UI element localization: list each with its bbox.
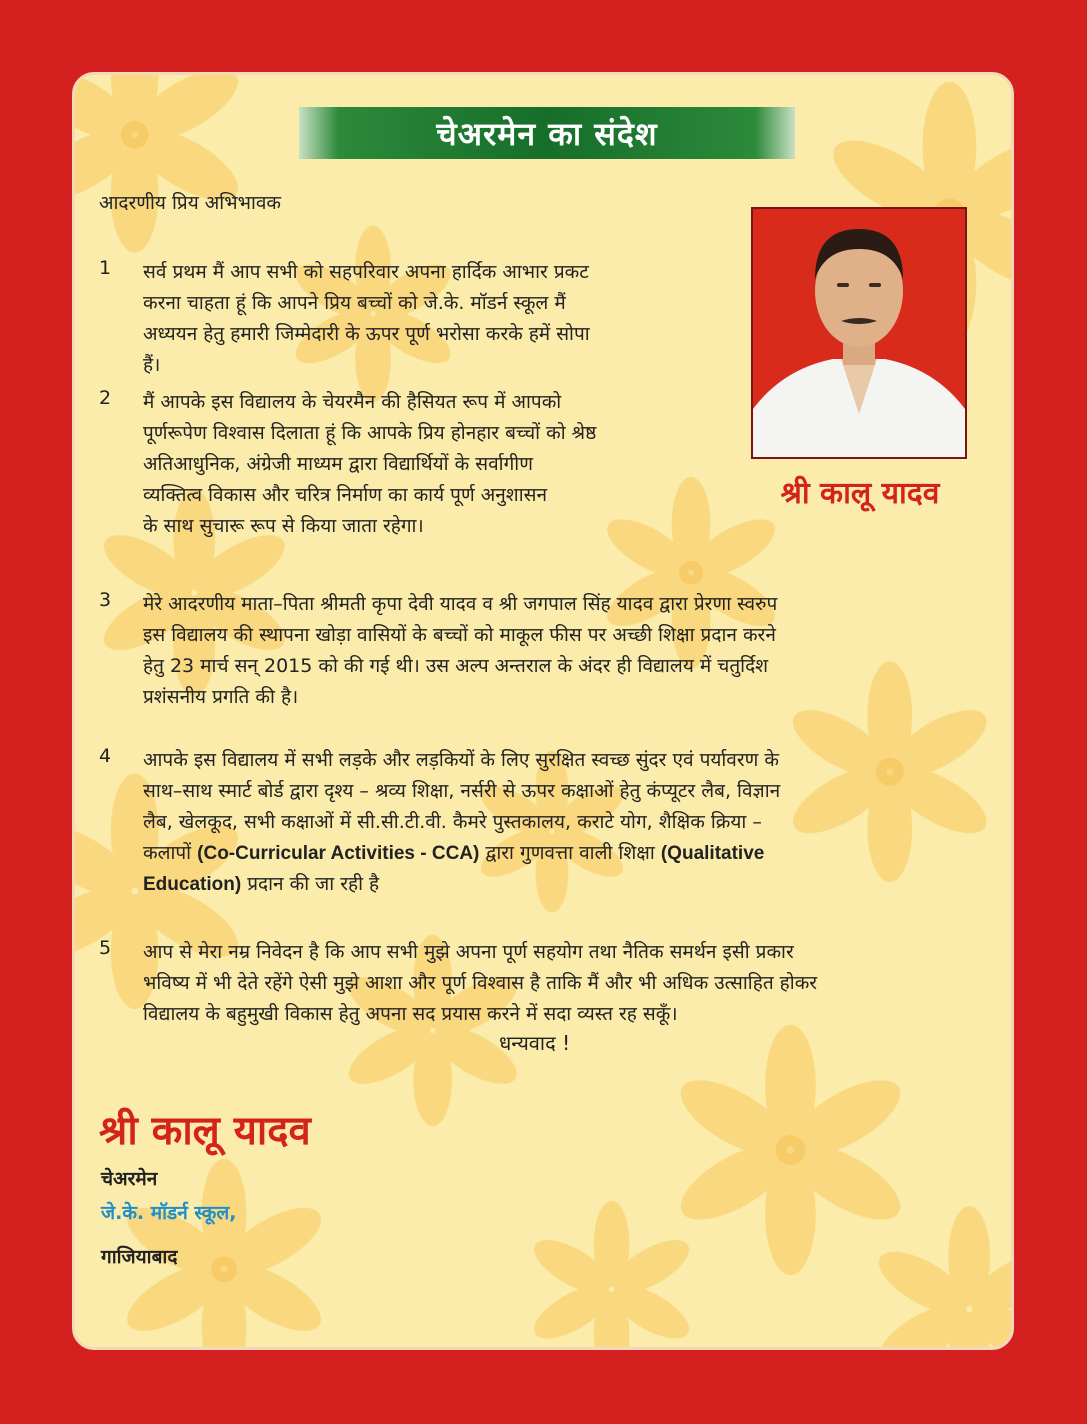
photo-caption: श्री कालू यादव (780, 476, 940, 511)
item-line: हैं। (143, 354, 161, 376)
item-line: इस विद्यालय की स्थापना खोड़ा वासियों के बच्चों को माकूल फीस पर अच्छी शिक्षा प्रदान करने (143, 624, 776, 646)
thanks-text: धन्यवाद ! (499, 1031, 571, 1055)
item-line: मेरे आदरणीय माता–पिता श्रीमती कृपा देवी यादव व श्री जगपाल सिंह यादव द्वारा प्रेरणा स्वरुप (143, 593, 778, 615)
item-number: 5 (99, 937, 112, 959)
item-line: लैब, खेलकूद, सभी कक्षाओं में सी.सी.टी.वी. कैमरे पुस्तकालय, कराटे योग, शैक्षिक क्रिया – (143, 811, 762, 833)
message-card (72, 72, 1014, 1350)
item-line: साथ–साथ स्मार्ट बोर्ड द्वारा दृश्य – श्रव्य शिक्षा, नर्सरी से ऊपर कक्षाओं हेतु कंप्यूटर लैब, विज्ञान (143, 780, 781, 802)
item-line: विद्यालय के बहुमुखी विकास हेतु अपना सद प्रयास करने में सदा व्यस्त रह सकूँ। (143, 1003, 678, 1025)
item-line: मैं आपके इस विद्यालय के चेयरमैन की हैसियत रूप में आपको (143, 391, 562, 413)
list-item (143, 937, 993, 1030)
item-text-english: (Qualitative (660, 843, 765, 864)
item-number: 4 (99, 745, 112, 767)
item-number: 2 (99, 387, 112, 409)
item-line: पूर्णरूपेण विश्वास दिलाता हूं कि आपके प्रिय होनहार बच्चों को श्रेष्ठ (143, 422, 597, 444)
list-item (143, 745, 993, 900)
signature-school: जे.के. मॉडर्न स्कूल, (101, 1202, 237, 1224)
item-line: हेतु 23 मार्च सन् 2015 को की गई थी। उस अल्प अन्तराल के अंदर ही विद्यालय में चतुर्दिश (143, 655, 769, 677)
item-line: करना चाहता हूं कि आपने प्रिय बच्चों को जे.के. मॉडर्न स्कूल मैं (143, 292, 566, 314)
list-item (143, 257, 737, 381)
item-line (143, 838, 993, 869)
salutation: आदरणीय प्रिय अभिभावक (99, 192, 282, 214)
list-item (143, 589, 993, 713)
item-number: 1 (99, 257, 112, 279)
item-line: प्रशंसनीय प्रगति की है। (143, 686, 299, 708)
list-item (143, 387, 737, 542)
item-text: कलापों (143, 842, 192, 864)
item-line: सर्व प्रथम मैं आप सभी को सहपरिवार अपना हार्दिक आभार प्रकट (143, 261, 589, 283)
item-line: के साथ सुचारू रूप से किया जाता रहेगा। (143, 515, 424, 537)
portrait-image (753, 209, 965, 457)
item-number: 3 (99, 589, 112, 611)
signature-city: गाजियाबाद (101, 1246, 178, 1268)
title-banner (299, 107, 795, 159)
item-line: आप से मेरा नम्र निवेदन है कि आप सभी मुझे अपना पूर्ण सहयोग तथा नैतिक समर्थन इसी प्रकार (143, 941, 794, 963)
item-text-english: (Co-Curricular Activities - CCA) (197, 843, 480, 864)
item-line (143, 869, 993, 900)
item-text: द्वारा गुणवत्ता वाली शिक्षा (485, 842, 655, 864)
item-line: भविष्य में भी देते रहेंगे ऐसी मुझे आशा और पूर्ण विश्वास है ताकि मैं और भी अधिक उत्साहित होकर (143, 972, 818, 994)
signature-name: श्री कालू यादव (99, 1108, 311, 1154)
page-title: चेअरमेन का संदेश (436, 114, 658, 153)
item-line: अध्ययन हेतु हमारी जिम्मेदारी के ऊपर पूर्ण भरोसा करके हमें सोपा (143, 323, 590, 345)
item-text-english: Education) (143, 874, 242, 895)
item-line: अतिआधुनिक, अंग्रेजी माध्यम द्वारा विद्यार्थियों के सर्वागीण (143, 453, 533, 475)
item-text: प्रदान की जा रही है (247, 873, 380, 895)
chairman-photo (751, 207, 967, 459)
item-line: आपके इस विद्यालय में सभी लड़के और लड़कियों के लिए सुरक्षित स्वच्छ सुंदर एवं पर्यावरण के (143, 749, 780, 771)
signature-role: चेअरमेन (101, 1168, 158, 1190)
item-line: व्यक्तित्व विकास और चरित्र निर्माण का कार्य पूर्ण अनुशासन (143, 484, 548, 506)
